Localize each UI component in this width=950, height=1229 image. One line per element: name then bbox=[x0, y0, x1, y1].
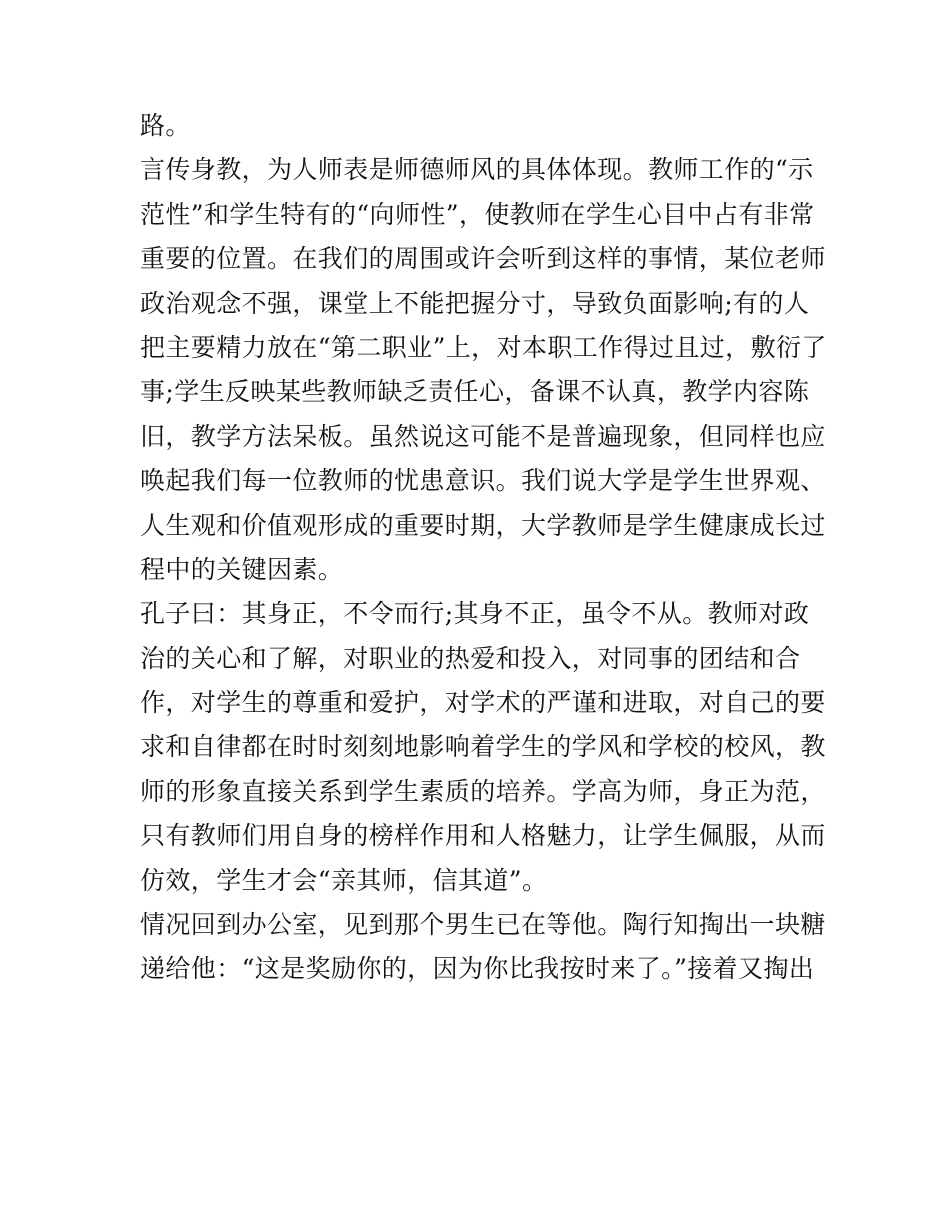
text-line: 治的关心和了解，对职业的热爱和投入，对同事的团结和合 bbox=[140, 643, 801, 673]
text-line: 事;学生反映某些教师缺乏责任心，备课不认真，教学内容陈 bbox=[140, 377, 810, 407]
text-line: 把主要精力放在“第二职业”上，对本职工作得过且过，敷衍了 bbox=[140, 332, 827, 362]
text-line: 递给他：“这是奖励你的，因为你比我按时来了。”接着又掏出 bbox=[140, 954, 815, 984]
text-line: 唤起我们每一位教师的忧患意识。我们说大学是学生世界观、 bbox=[140, 466, 826, 496]
text-line: 人生观和价值观形成的重要时期，大学教师是学生健康成长过 bbox=[140, 510, 826, 540]
text-line: 范性”和学生特有的“向师性”，使教师在学生心目中占有非常 bbox=[140, 199, 815, 229]
text-line: 政治观念不强，课堂上不能把握分寸，导致负面影响;有的人 bbox=[140, 288, 810, 318]
text-line: 言传身教，为人师表是师德师风的具体体现。教师工作的“示 bbox=[140, 155, 814, 185]
text-line: 重要的位置。在我们的周围或许会听到这样的事情，某位老师 bbox=[140, 244, 826, 274]
text-line: 孔子曰：其身正，不令而行;其身不正，虽令不从。教师对政 bbox=[140, 599, 810, 629]
text-line: 求和自律都在时时刻刻地影响着学生的学风和学校的校风，教 bbox=[140, 732, 826, 762]
text-line: 情况回到办公室，见到那个男生已在等他。陶行知掏出一块糖 bbox=[140, 910, 826, 940]
text-line: 只有教师们用自身的榜样作用和人格魅力，让学生佩服，从而 bbox=[140, 821, 826, 851]
text-line: 仿效，学生才会“亲其师，信其道”。 bbox=[140, 865, 548, 895]
text-line: 程中的关键因素。 bbox=[140, 554, 344, 584]
text-line: 旧，教学方法呆板。虽然说这可能不是普遍现象，但同样也应 bbox=[140, 421, 826, 451]
text-line: 作，对学生的尊重和爱护，对学术的严谨和进取，对自己的要 bbox=[140, 688, 826, 718]
text-line: 师的形象直接关系到学生素质的培养。学高为师，身正为范， bbox=[140, 776, 826, 806]
body-text bbox=[140, 104, 827, 992]
text-line: 路。 bbox=[140, 111, 191, 140]
